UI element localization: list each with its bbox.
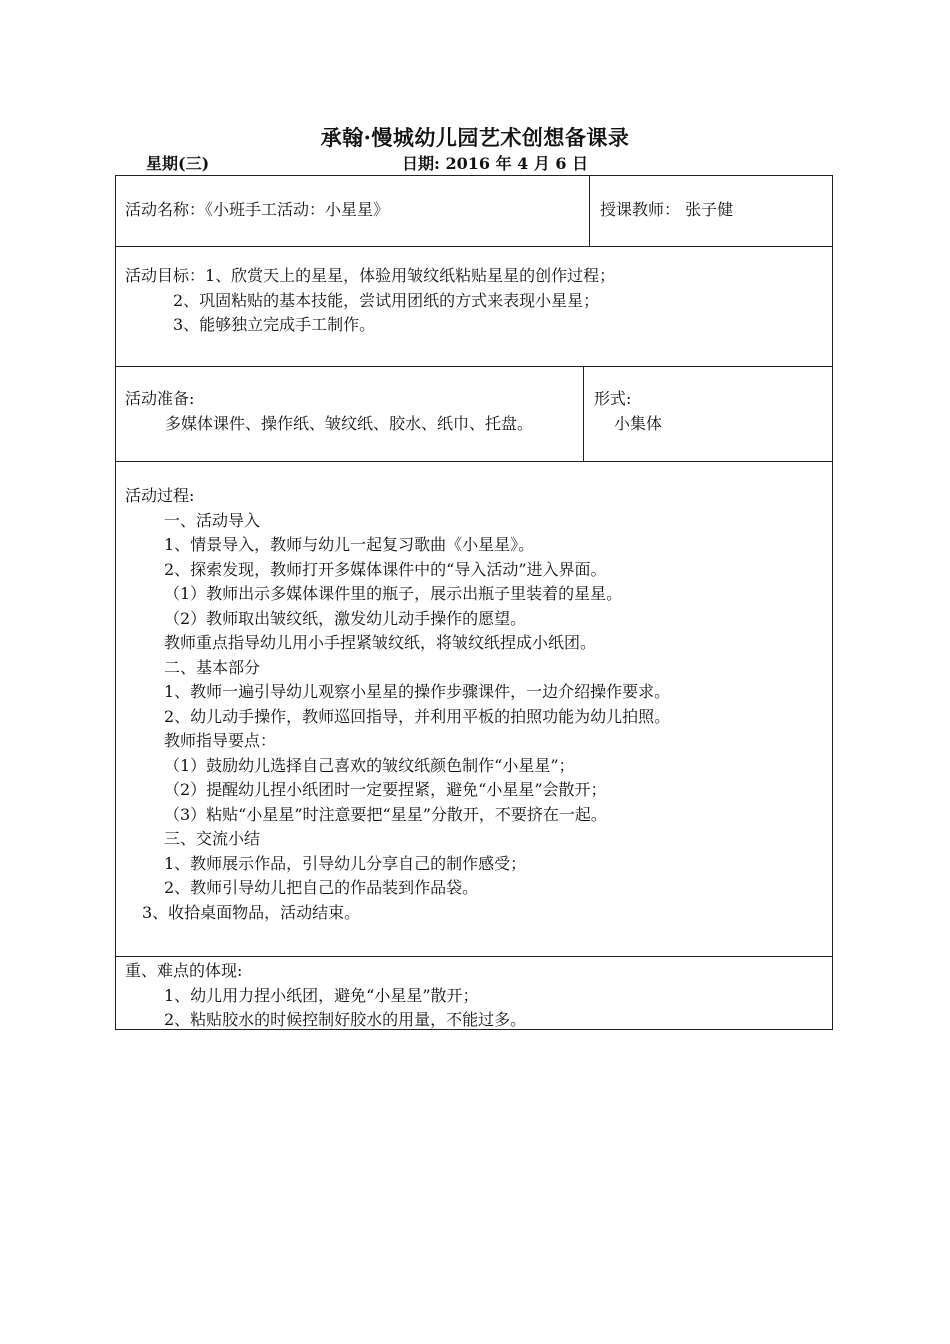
activity-name: 活动名称：《小班手工活动：小星星》 xyxy=(125,200,390,219)
process-step: （2）教师取出皱纹纸，激发幼儿动手操作的愿望。 xyxy=(164,608,527,628)
goal-line-2: 2、巩固粘贴的基本技能，尝试用团纸的方式来表现小星星； xyxy=(173,290,600,310)
row-preparation xyxy=(116,367,832,462)
goal-line-3: 3、能够独立完成手工制作。 xyxy=(173,315,376,334)
process-step: 2、幼儿动手操作，教师巡回指导，并利用平板的拍照功能为幼儿拍照。 xyxy=(164,706,671,726)
process-step: 二、基本部分 xyxy=(164,657,261,677)
teacher-cell xyxy=(589,176,832,246)
process-step: 一、活动导入 xyxy=(164,510,261,530)
form-cell xyxy=(583,367,832,461)
process-step: 1、教师展示作品，引导幼儿分享自己的制作感受； xyxy=(164,853,527,873)
preparation-cell xyxy=(116,367,583,461)
activity-name-cell xyxy=(116,176,589,246)
process-step: 1、教师一遍引导幼儿观察小星星的操作步骤课件，一边介绍操作要求。 xyxy=(164,682,671,701)
process-step: （1）教师出示多媒体课件里的瓶子，展示出瓶子里装着的星星。 xyxy=(164,584,623,603)
process-step: （2）提醒幼儿捏小纸团时一定要捏紧，避免“小星星”会散开； xyxy=(164,780,607,799)
process-step: 1、情景导入，教师与幼儿一起复习歌曲《小星星》。 xyxy=(164,535,535,554)
process-step: 2、教师引导幼儿把自己的作品装到作品袋。 xyxy=(164,878,479,897)
process-step: （3）粘贴“小星星”时注意要把“星星”分散开，不要挤在一起。 xyxy=(164,804,607,824)
process-label: 活动过程: xyxy=(125,486,195,505)
process-step: 教师指导要点： xyxy=(164,731,277,750)
keypoints-label: 重、难点的体现: xyxy=(125,961,243,980)
keypoints-cell xyxy=(116,957,832,1029)
process-step: 教师重点指导幼儿用小手捏紧皱纹纸，将皱纹纸捏成小纸团。 xyxy=(164,633,597,652)
goal-line-1: 活动目标：1、欣赏天上的星星，体验用皱纹纸粘贴星星的创作过程； xyxy=(125,266,616,285)
page-title: 承翰·慢城幼儿园艺术创想备课录 xyxy=(320,125,630,150)
process-cell xyxy=(116,462,832,956)
row-activity-name xyxy=(116,176,832,247)
row-process xyxy=(116,462,832,957)
process-step: 2、探索发现，教师打开多媒体课件中的“导入活动”进入界面。 xyxy=(164,559,607,579)
goals-cell xyxy=(116,247,832,366)
weekday-label: 星期(三) xyxy=(146,154,210,173)
lesson-plan-table xyxy=(115,175,833,1030)
preparation-items: 多媒体课件、操作纸、皱纹纸、胶水、纸巾、托盘。 xyxy=(165,413,534,433)
process-step: （1）鼓励幼儿选择自己喜欢的皱纹纸颜色制作“小星星”； xyxy=(164,755,575,775)
row-keypoints xyxy=(116,957,832,1029)
preparation-label: 活动准备: xyxy=(125,389,195,408)
form-value: 小集体 xyxy=(614,413,663,433)
process-steps xyxy=(125,509,832,901)
row-goals xyxy=(116,247,832,367)
teacher-name: 授课教师： 张子健 xyxy=(600,200,734,219)
keypoint-line-2: 2、粘贴胶水的时候控制好胶水的用量，不能过多。 xyxy=(164,1010,527,1029)
form-label: 形式: xyxy=(594,389,632,408)
keypoint-line-1: 1、幼儿用力捏小纸团，避免“小星星”散开； xyxy=(164,985,479,1005)
process-step: 3、收拾桌面物品，活动结束。 xyxy=(142,902,361,922)
date-label: 日期: 2016 年 4 月 6 日 xyxy=(402,154,589,173)
process-step: 三、交流小结 xyxy=(164,829,261,848)
